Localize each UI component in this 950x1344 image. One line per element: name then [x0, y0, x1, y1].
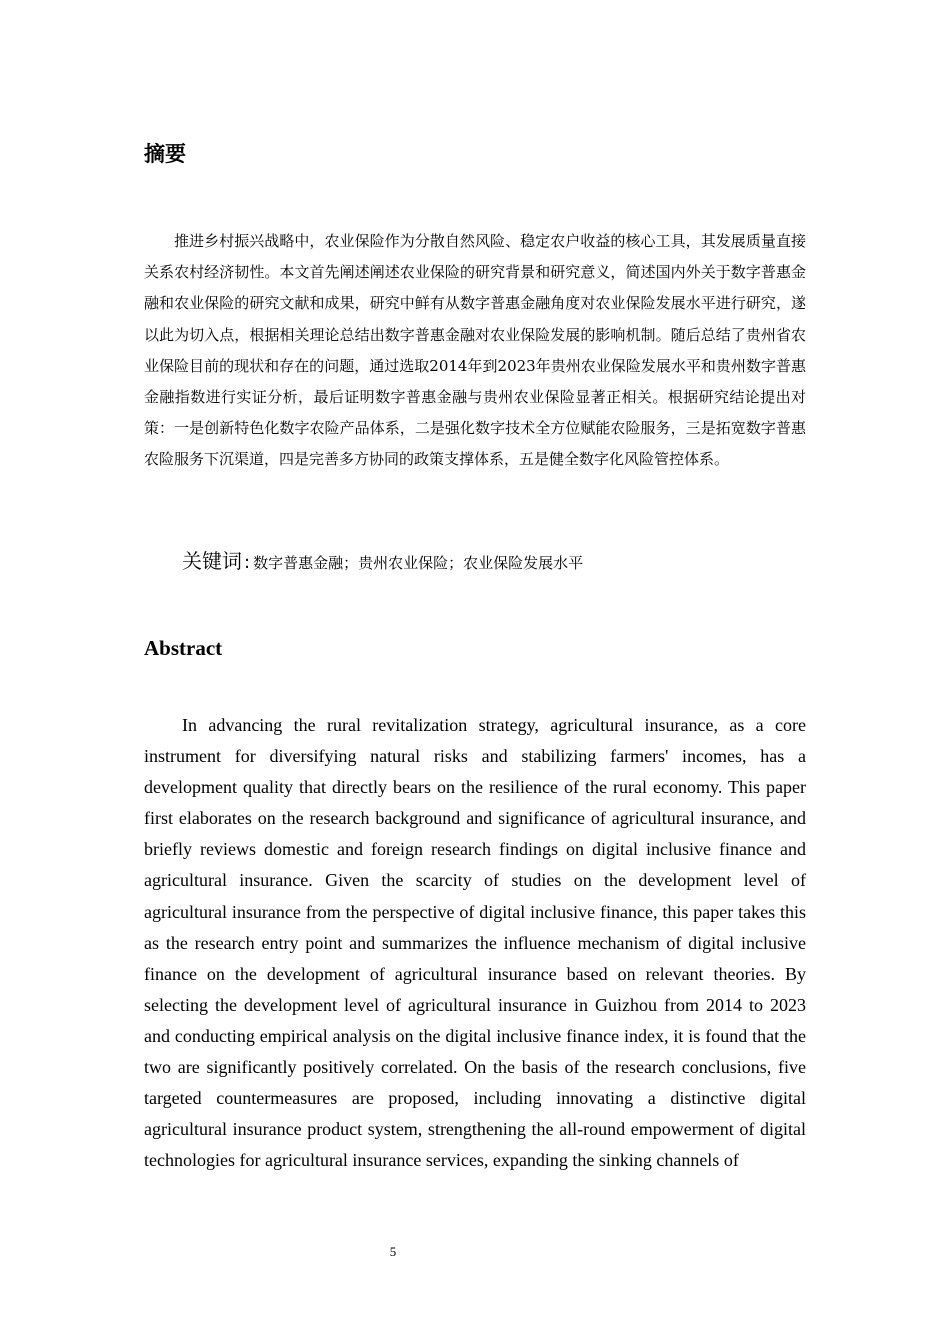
chinese-abstract-paragraph: 推进乡村振兴战略中，农业保险作为分散自然风险、稳定农户收益的核心工具，其发展质量直接关系农村经济韧性。本文首先阐述阐述农业保险的研究背景和研究意义，简述国内外关于数字普惠金融和农业保险的研究文献和成果，研究中鲜有从数字普惠金融角度对农业保险发展水平进行研究，遂以此为切入点，根据相关理论总结出数字普惠金融对农业保险发展的影响机制。随后总结了贵州省农业保险目前的现状和存在的问题，通过选取2014年到2023年贵州农业保险发展水平和贵州数字普惠金融指数进行实证分析，最后证明数字普惠金融与贵州农业保险显著正相关。根据研究结论提出对策：一是创新特色化数字农险产品体系，二是强化数字技术全方位赋能农险服务，三是拓宽数字普惠农险服务下沉渠道，四是完善多方协同的政策支撑体系，五是健全数字化风险管控体系。 [144, 232, 806, 469]
english-abstract-heading: Abstract [144, 636, 223, 660]
chinese-abstract-heading: 摘要 [144, 142, 186, 166]
keywords-line [182, 546, 822, 579]
english-abstract-paragraph: In advancing the rural revitalization strategy, agricultural insurance, as a core instrument for diversifying natural risks and stabilizing farmers' incomes, has a development quality that directly bears on the resilience of the rural economy. This paper first elaborates on the research background and significance of agricultural insurance, and briefly reviews domestic and foreign research findings on digital inclusive finance and agricultural insurance. Given the scarcity of studies on the development level of agricultural insurance from the perspective of digital inclusive finance, this paper takes this as the research entry point and summarizes the influence mechanism of digital inclusive finance on the development of agricultural insurance based on relevant theories. By selecting the development level of agricultural insurance in Guizhou from 2014 to 2023 and conducting empirical analysis on the digital inclusive finance index, it is found that the two are significantly positively correlated. On the basis of the research conclusions, five targeted countermeasures are proposed, including innovating a distinctive digital agricultural insurance product system, strengthening the all-round empowerment of digital technologies for agricultural insurance services, expanding the sinking channels of [144, 715, 806, 1171]
keywords-separator: : [244, 552, 251, 573]
page-number: 5 [389, 1244, 397, 1259]
keywords-label: 关键词 [182, 549, 242, 573]
keywords-text: 数字普惠金融；贵州农业保险；农业保险发展水平 [253, 554, 584, 572]
